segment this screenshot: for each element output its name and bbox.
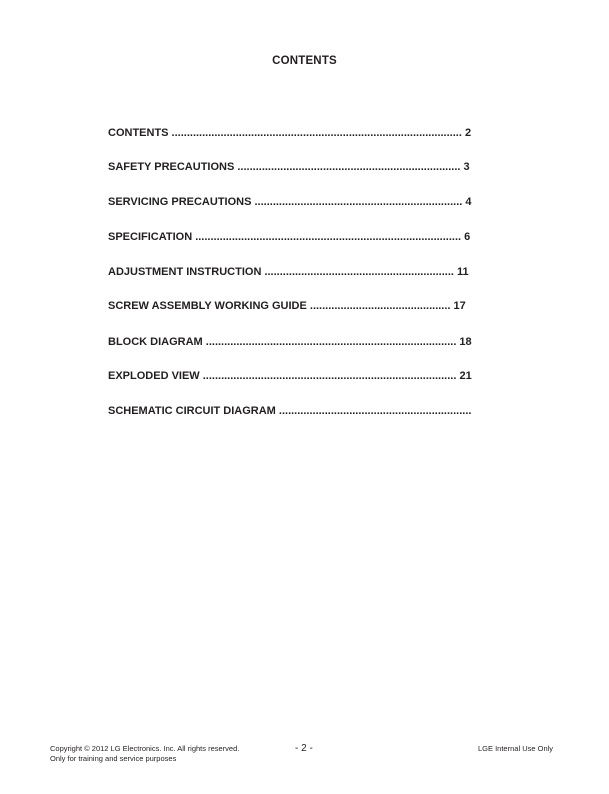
footer-training-line: Only for training and service purposes xyxy=(50,754,177,763)
page-title: CONTENTS xyxy=(272,55,337,67)
footer-copyright-line: Copyright © 2012 LG Electronics. Inc. All rights reserved. xyxy=(50,744,240,753)
toc-entry-servicing-precautions[interactable]: SERVICING PRECAUTIONS .................................................................... 4 xyxy=(108,196,472,208)
toc-entry-specification[interactable]: SPECIFICATION ....................................................................................... 6 xyxy=(108,231,471,243)
toc-entry-adjustment-instruction[interactable]: ADJUSTMENT INSTRUCTION .............................................................. 11 xyxy=(108,266,469,278)
toc-entry-exploded-view[interactable]: EXPLODED VIEW ................................................................................... 21 xyxy=(108,370,472,382)
footer-classification: LGE Internal Use Only xyxy=(478,744,554,753)
toc-entry-safety-precautions[interactable]: SAFETY PRECAUTIONS ......................................................................... 3 xyxy=(108,161,470,173)
toc-entry-contents[interactable]: CONTENTS ............................................................................................... 2 xyxy=(108,127,472,139)
footer-copyright xyxy=(50,744,239,764)
toc-entry-screw-assembly-working-guide[interactable]: SCREW ASSEMBLY WORKING GUIDE .............................................. 17 xyxy=(108,300,466,312)
toc-entry-block-diagram[interactable]: BLOCK DIAGRAM .................................................................................. 18 xyxy=(108,336,472,348)
footer-page-number: - 2 - xyxy=(295,743,313,754)
toc-entry-schematic-circuit-diagram[interactable]: SCHEMATIC CIRCUIT DIAGRAM ............................................................... xyxy=(108,405,472,417)
